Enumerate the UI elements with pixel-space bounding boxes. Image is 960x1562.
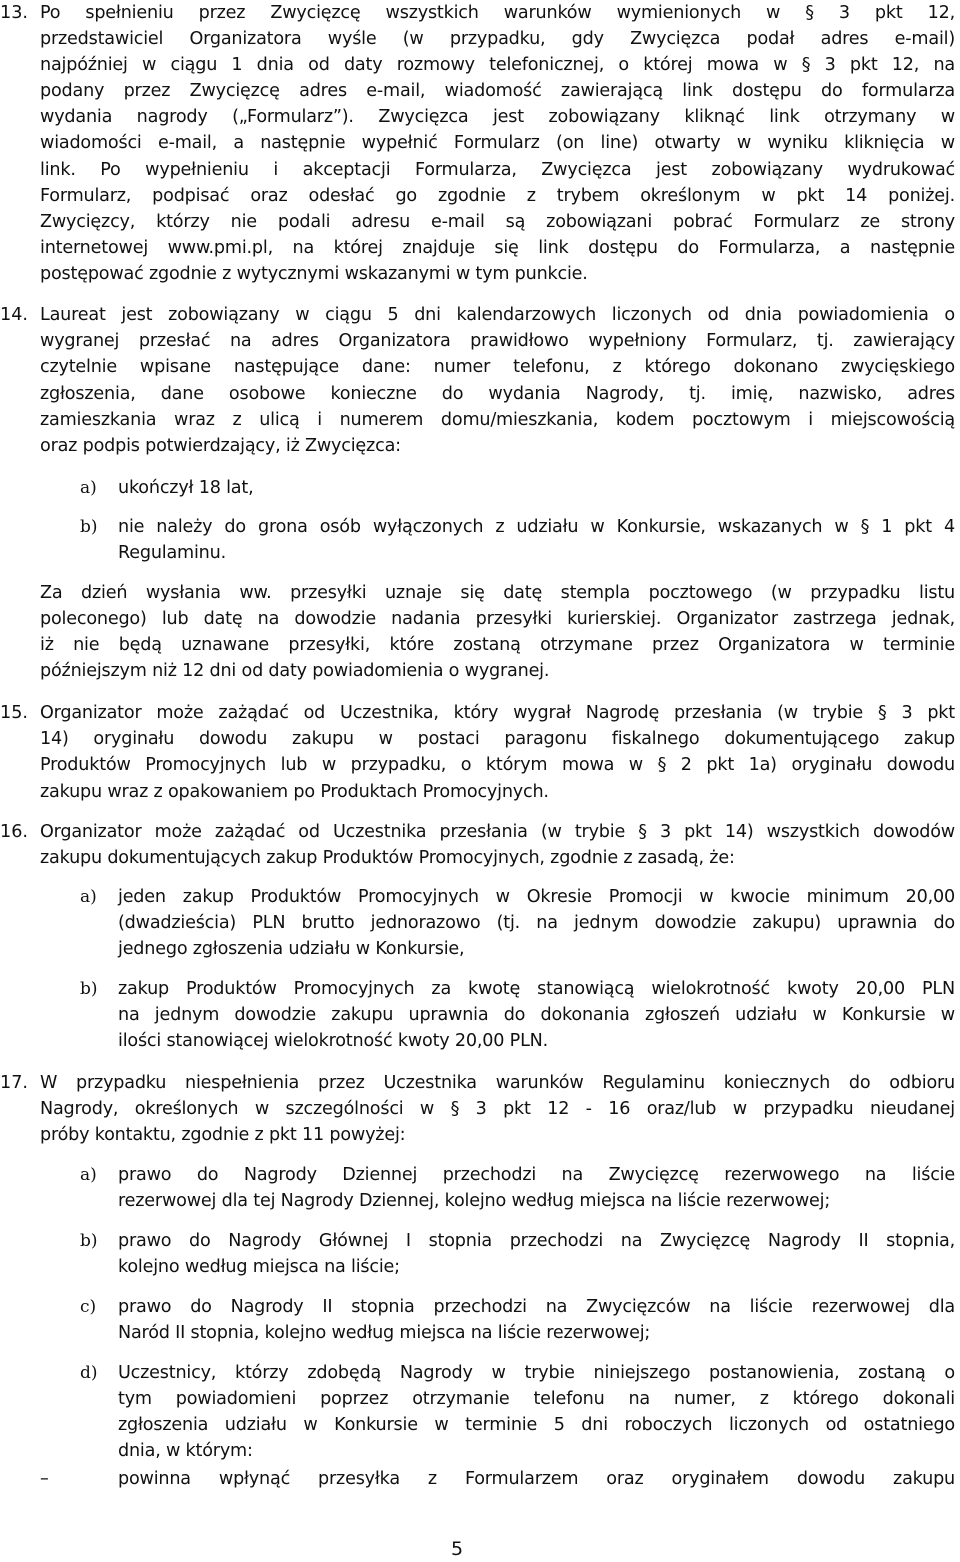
section-number: 13. [0,3,28,23]
text-line: Regulaminu. [118,543,226,563]
text-line: internetowej www.pmi.pl, na której znajduje się link dostępu do Formularza, a następnie [40,238,955,258]
text-line: próby kontaktu, zgodnie z pkt 11 powyżej: [40,1125,406,1145]
text-line: zakup Produktów Promocyjnych za kwotę stanowiącą wielokrotność kwoty 20,00 PLN [118,979,955,999]
text-line: wygranej przesłać na adres Organizatora prawidłowo wypełniony Formularz, tj. zawierający [40,331,955,351]
text-line: zakupu dokumentujących zakup Produktów Promocyjnych, zgodnie z zasadą, że: [40,848,735,868]
text-line: prawo do Nagrody Dziennej przechodzi na Zwycięzcę rezerwowego na liście [118,1165,955,1185]
list-letter: a) [80,478,97,498]
section-number: 14. [0,305,28,325]
text-line: zgłoszenia udziału w Konkursie w terminie 5 dni roboczych liczonych od ostatniego [118,1415,955,1435]
text-line: zamieszkania wraz z ulicą i numerem domu/mieszkania, kodem pocztowym i miejscowością [40,410,955,430]
text-line: postępować zgodnie z wytycznymi wskazanymi w tym punkcie. [40,264,588,284]
list-letter: d) [80,1363,98,1383]
text-line: jeden zakup Produktów Promocyjnych w Okresie Promocji w kwocie minimum 20,00 [118,887,955,907]
text-line: zgłoszenia, dane osobowe konieczne do wydania Nagrody, tj. imię, nazwisko, adres [40,384,955,404]
text-line: poleconego) lub datę na dowodzie nadania przesyłki kurierskiej. Organizator zastrzega jednak, [40,609,955,629]
text-line: jednego zgłoszenia udziału w Konkursie, [118,939,465,959]
text-line: na jednym dowodzie zakupu uprawnia do dokonania zgłoszeń udziału w Konkursie w [118,1005,955,1025]
list-letter: a) [80,1165,97,1185]
text-line: rezerwowej dla tej Nagrody Dziennej, kolejno według miejsca na liście rezerwowej; [118,1191,831,1211]
text-line: Organizator może zażądać od Uczestnika przesłania (w trybie § 3 pkt 14) wszystkich dowodów [40,822,955,842]
section-number: 16. [0,822,28,842]
text-line: późniejszym niż 12 dni od daty powiadomienia o wygranej. [40,661,550,681]
text-line: wydania nagrody („Formularz”). Zwycięzca jest zobowiązany kliknąć link otrzymany w [40,107,955,127]
text-line: iż nie będą uznawane przesyłki, które zostaną otrzymane przez Organizatora w terminie [40,635,955,655]
text-line: Uczestnicy, którzy zdobędą Nagrody w trybie niniejszego postanowienia, zostaną o [118,1363,955,1383]
text-line: ukończył 18 lat, [118,478,254,498]
list-letter: b) [80,517,98,537]
text-line: przedstawiciel Organizatora wyśle (w przypadku, gdy Zwycięzca podał adres e-mail) [40,29,955,49]
text-line: Naród II stopnia, kolejno według miejsca na liście rezerwowej; [118,1323,651,1343]
text-line: (dwadzieścia) PLN brutto jednorazowo (tj. na jednym dowodzie zakupu) uprawnia do [118,913,955,933]
text-line: link. Po wypełnieniu i akceptacji Formularza, Zwycięzca jest zobowiązany wydrukować [40,160,955,180]
text-line: dnia, w którym: [118,1441,253,1461]
text-line: ilości stanowiącej wielokrotność kwoty 20,00 PLN. [118,1031,549,1051]
text-line: Nagrody, określonych w szczególności w § 3 pkt 12 - 16 oraz/lub w przypadku nieudanej [40,1099,955,1119]
section-number: 15. [0,703,28,723]
text-line: Formularz, podpisać oraz odesłać go zgodnie z trybem określonym w pkt 14 poniżej. [40,186,955,206]
text-line: najpóźniej w ciągu 1 dnia od daty rozmowy telefonicznej, o której mowa w § 3 pkt 12, na [40,55,955,75]
text-line: Organizator może zażądać od Uczestnika, który wygrał Nagrodę przesłania (w trybie § 3 pkt [40,703,955,723]
section-number: 17. [0,1073,28,1093]
list-letter: b) [80,979,98,999]
page-number: 5 [451,1538,464,1560]
text-line: kolejno według miejsca na liście; [118,1257,400,1277]
list-letter: b) [80,1231,98,1251]
text-line: zakupu wraz z opakowaniem po Produktach Promocyjnych. [40,782,549,802]
text-line: prawo do Nagrody Głównej I stopnia przechodzi na Zwycięzcę Nagrody II stopnia, [118,1231,955,1251]
list-letter: a) [80,887,97,907]
text-line: powinna wpłynąć przesyłka z Formularzem oraz oryginałem dowodu zakupu [118,1469,955,1489]
list-letter: c) [80,1297,97,1317]
text-line: Za dzień wysłania ww. przesyłki uznaje się datę stempla pocztowego (w przypadku listu [40,583,955,603]
dash-bullet: – [40,1469,49,1489]
text-line: nie należy do grona osób wyłączonych z udziału w Konkursie, wskazanych w § 1 pkt 4 [118,517,955,537]
text-line: Zwycięzcy, którzy nie podali adresu e-mail są zobowiązani pobrać Formularz ze strony [40,212,955,232]
text-line: tym powiadomieni poprzez otrzymanie telefonu na numer, z którego dokonali [118,1389,955,1409]
text-line: Laureat jest zobowiązany w ciągu 5 dni kalendarzowych liczonych od dnia powiadomienia o [40,305,955,325]
text-line: Po spełnieniu przez Zwycięzcę wszystkich warunków wymienionych w § 3 pkt 12, [40,3,955,23]
text-line: wiadomości e-mail, a następnie wypełnić Formularz (on line) otwarty w wyniku kliknięcia w [40,133,955,153]
text-line: oraz podpis potwierdzający, iż Zwycięzca: [40,436,401,456]
text-line: czytelnie wpisane następujące dane: numer telefonu, z którego dokonano zwycięskiego [40,357,955,377]
text-line: prawo do Nagrody II stopnia przechodzi na Zwycięzców na liście rezerwowej dla [118,1297,955,1317]
text-line: podany przez Zwycięzcę adres e-mail, wiadomość zawierającą link dostępu do formularza [40,81,955,101]
text-line: W przypadku niespełnienia przez Uczestnika warunków Regulaminu koniecznych do odbioru [40,1073,955,1093]
text-line: Produktów Promocyjnych lub w przypadku, o którym mowa w § 2 pkt 1a) oryginału dowodu [40,755,955,775]
text-line: 14) oryginału dowodu zakupu w postaci paragonu fiskalnego dokumentującego zakup [40,729,955,749]
